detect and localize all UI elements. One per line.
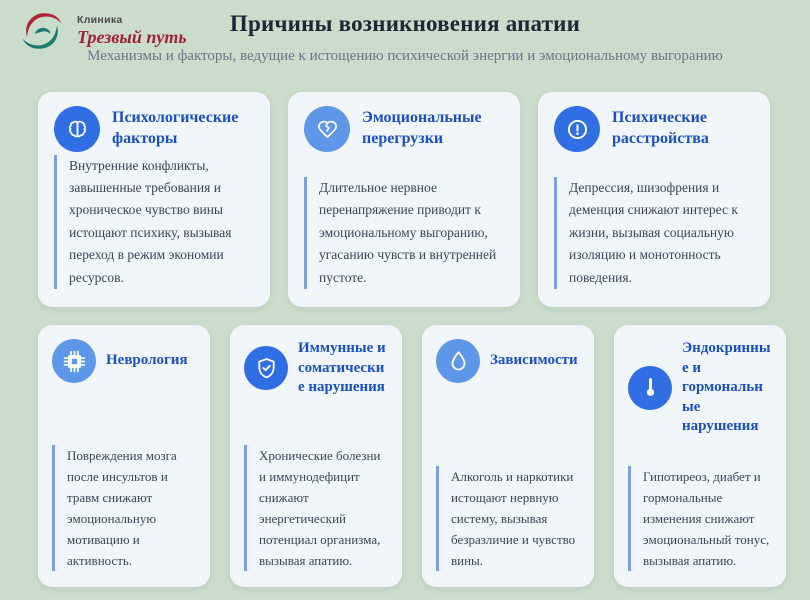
cards-area — [0, 92, 810, 587]
cpu-chip-icon — [52, 339, 96, 383]
card-addictions — [422, 325, 594, 587]
card-header — [52, 339, 196, 383]
brain-icon — [54, 106, 100, 152]
card-psychological-factors — [38, 92, 270, 307]
thermometer-icon — [628, 366, 672, 410]
card-title: Зависимости — [490, 352, 578, 369]
card-body-text: Внутренние конфликты, завышенные требования и хроническое чувство вины истощают психику, вызывая переход в режим экономии ресурсов. — [54, 155, 254, 289]
card-immune-somatic-disorders — [230, 325, 402, 587]
card-title: Иммунные и соматические нарушения — [298, 340, 386, 395]
page-subtitle: Механизмы и факторы, ведущие к истощению психической энергии и эмоциональному выгоранию — [87, 48, 723, 64]
card-neurology — [38, 325, 210, 587]
card-body-text: Алкоголь и наркотики истощают нервную систему, вызывая безразличие и чувство вины. — [436, 466, 580, 571]
card-body-text: Длительное нервное перенапряжение приводит к эмоциональному выгоранию, угасанию чувств и внутренней пустоте. — [304, 177, 504, 289]
shield-check-icon — [244, 346, 288, 390]
card-body-text: Депрессия, шизофрения и деменция снижают интерес к жизни, вызывая социальную изоляцию и монотонность поведения. — [554, 177, 754, 289]
card-mental-disorders — [538, 92, 770, 307]
hands-circle-logo-icon — [14, 4, 70, 58]
page-title: Причины возникновения апатии — [229, 11, 581, 36]
cards-row-top — [38, 92, 770, 307]
card-title: Неврология — [106, 352, 188, 369]
clinic-logo — [14, 4, 187, 58]
card-title: Эндокринные и гормональные нарушения — [682, 340, 771, 434]
card-body-text: Хронические болезни и иммунодефицит снижают энергетический потенциал организма, вызывая апатию. — [244, 445, 388, 571]
clinic-name: Трезвый путь — [77, 27, 187, 48]
alert-circle-icon — [554, 106, 600, 152]
broken-heart-icon — [304, 106, 350, 152]
water-drop-icon — [436, 339, 480, 383]
card-header — [554, 106, 754, 152]
page-header — [0, 0, 810, 92]
card-header — [436, 339, 580, 383]
card-header — [304, 106, 504, 152]
cards-row-bottom — [38, 325, 786, 587]
card-title: Эмоциональные перегрузки — [362, 109, 482, 147]
card-emotional-overload — [288, 92, 520, 307]
card-header — [628, 339, 772, 437]
card-header — [54, 106, 254, 152]
card-header — [244, 339, 388, 398]
card-body-text: Повреждения мозга после инсультов и травм снижают эмоциональную мотивацию и активность. — [52, 445, 196, 571]
card-title: Психологические факторы — [112, 109, 239, 147]
card-title: Психические расстройства — [612, 109, 709, 147]
clinic-label: Клиника — [77, 14, 123, 27]
card-body-text: Гипотиреоз, диабет и гормональные изменения снижают эмоциональный тонус, вызывая апатию. — [628, 466, 772, 571]
card-endocrine-hormonal-disorders — [614, 325, 786, 587]
